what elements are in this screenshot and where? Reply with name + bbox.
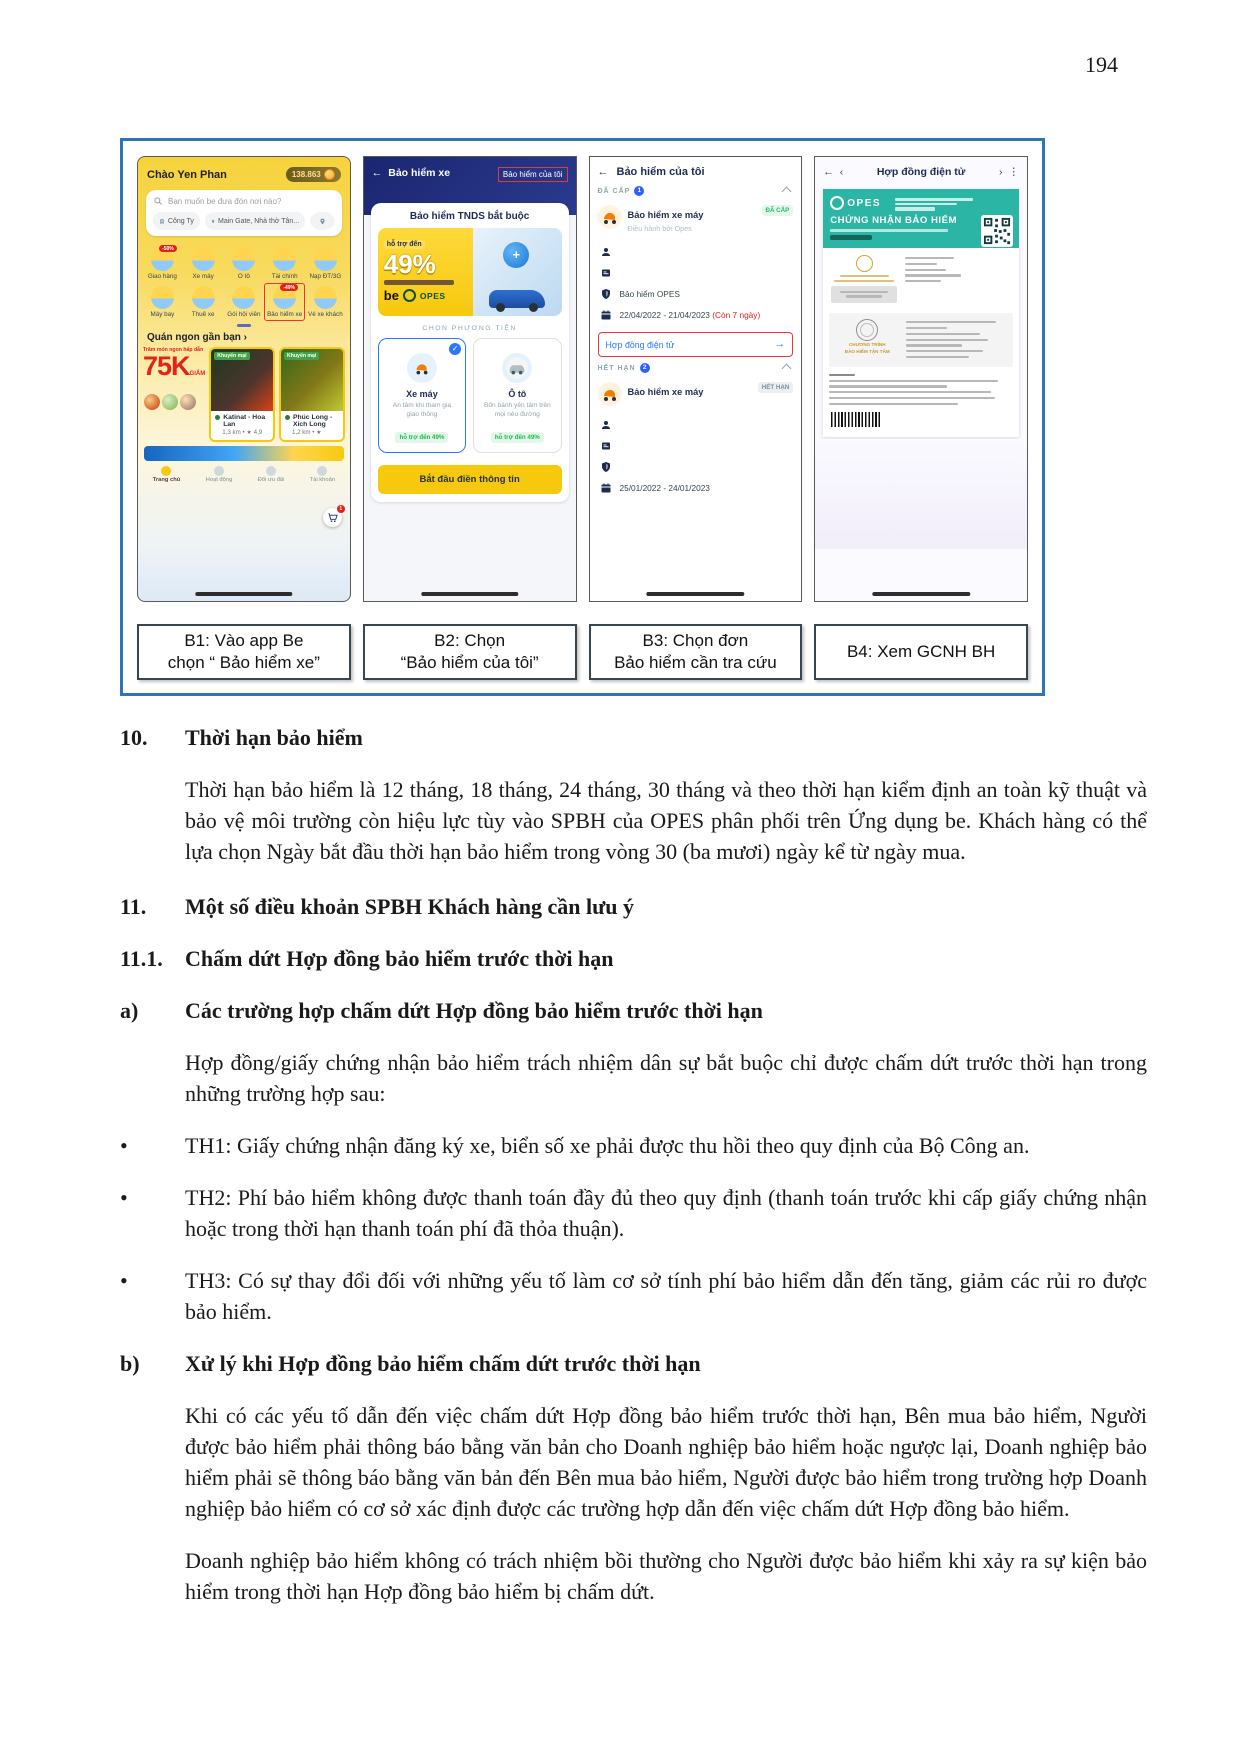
promo-value: 75K: [143, 351, 190, 381]
figure-column-b3: [589, 156, 803, 681]
gold-seal-icon: [856, 255, 873, 272]
restaurant-name: Katinat - Hoa Lan: [223, 414, 266, 428]
green-dot-icon: [215, 415, 220, 420]
promo-banner: [378, 228, 562, 316]
subsection-a-paragraph: Hợp đồng/giấy chứng nhận bảo hiểm trách nhiệm dân sự bắt buộc chỉ được chấm dứt trước thời hạn trong những trường hợp sau:: [185, 1050, 1147, 1106]
opes-ring-icon: [830, 196, 844, 210]
caption-line: B1: Vào app Be: [184, 630, 304, 650]
subsection-b-paragraph-1: Khi có các yếu tố dẫn đến việc chấm dứt Hợp đồng bảo hiểm trước thời hạn, Bên mua bảo hiểm, Người được bảo hiểm phải thông báo bằng văn bản cho Doanh nghiệp bảo hiểm hoặc ngược lại, Doanh nghiệp bảo hiểm phải sẽ thông báo bằng văn bản đến Bên mua bảo hiểm, Người được bảo hiểm trong trường hợp Doanh nghiệp bảo hiểm có cơ sở xác định được các trường hợp dẫn đến việc chấm dứt Hợp đồng bảo hiểm.: [185, 1403, 1147, 1521]
discount-badge: -50%: [159, 245, 177, 252]
restaurant-card-phuc-long[interactable]: [279, 347, 345, 442]
service-label: Nạp ĐT/3G: [309, 273, 342, 280]
bullet-th1: [120, 1130, 1147, 1161]
econtract-link[interactable]: Hợp đồng điện tử: [605, 339, 675, 350]
caption-b3: [589, 624, 803, 680]
be-logo: be: [383, 288, 399, 304]
cart-icon: [327, 512, 338, 523]
bike-icon: [192, 248, 215, 271]
service-label: Tài chính: [271, 273, 298, 280]
subsection-title: Các trường hợp chấm dứt Hợp đồng bảo hiểm trước thời hạn: [185, 998, 763, 1023]
note-placeholder: [829, 391, 991, 393]
next-icon[interactable]: ›: [999, 166, 1003, 178]
back-arrow-icon[interactable]: ←: [371, 167, 383, 179]
promo-banner-strip[interactable]: [144, 446, 344, 461]
nav-label: Tài khoản: [309, 477, 336, 483]
section-issued[interactable]: [598, 186, 794, 196]
subsection-letter: b): [120, 1351, 140, 1376]
shield-icon: [600, 461, 612, 473]
caption-line: B4: Xem GCNH BH: [846, 641, 996, 661]
service-thue-xe[interactable]: [183, 283, 224, 321]
service-label: Gói hội viên: [227, 311, 261, 318]
support-badge: hỗ trợ đến 49%: [491, 432, 544, 443]
caption-line: B3: Chọn đơn: [642, 630, 749, 650]
nav-label: Trang chủ: [152, 477, 181, 483]
clause-placeholder: [906, 350, 982, 352]
service-ve-xe-khach[interactable]: [305, 283, 346, 321]
program-line: CHƯƠNG TRÌNH: [848, 341, 886, 347]
home-indicator: [421, 592, 518, 596]
restaurant-photo: [281, 349, 343, 411]
points-badge[interactable]: [286, 167, 341, 182]
app-guide-figure: [120, 138, 1045, 696]
person-icon: [600, 419, 612, 431]
insurance-item-issued[interactable]: [598, 200, 794, 238]
certificate-number-placeholder: [830, 235, 872, 240]
vehicle-card-motorbike[interactable]: [378, 338, 466, 453]
calendar-icon: [600, 482, 612, 494]
car-icon: [232, 248, 255, 271]
membership-icon: [232, 286, 255, 309]
greeting-text: Chào Yen Phan: [147, 168, 227, 181]
gold-text-placeholder: [834, 280, 893, 282]
restaurant-card-katinat[interactable]: [209, 347, 275, 442]
bullet-th3: [120, 1265, 1147, 1327]
barcode: [831, 412, 881, 427]
rewards-icon: [266, 466, 276, 476]
vehicle-name: Ô tô: [508, 389, 527, 399]
page-number: 194: [1085, 52, 1118, 77]
shield-icon: [600, 288, 612, 300]
chip-location-label: Main Gate, Nhà thờ Tân...: [218, 217, 300, 225]
vehicle-desc: Bốn bánh yên tâm trên mọi nẻo đường: [483, 402, 551, 418]
field-placeholder: [905, 269, 946, 271]
subsection-letter: a): [120, 998, 139, 1023]
screen-title: Hợp đồng điện tử: [876, 166, 966, 178]
vehicle-desc: An tâm khi tham gia giao thông: [392, 402, 452, 418]
bullet-text: TH3: Có sự thay đổi đối với những yếu tố làm cơ sở tính phí bảo hiểm dẫn đến tăng, giảm các rủi ro được bảo hiểm.: [185, 1268, 1147, 1324]
vehicle-name: Xe máy: [406, 389, 438, 399]
scooter-icon: [598, 382, 622, 406]
caption-line: B2: Chọn: [434, 630, 506, 650]
support-label: hỗ trợ đến: [384, 240, 425, 249]
note-placeholder: [829, 380, 998, 382]
support-percent: 49%: [383, 249, 436, 279]
insurance-certificate: [823, 189, 1019, 437]
program-line: BẢO HIỂM TẬN TÂM: [844, 348, 890, 354]
bullet-icon: •: [120, 1268, 128, 1293]
vehicle-card-car[interactable]: [473, 338, 561, 453]
promo-75k[interactable]: [143, 347, 205, 442]
note-placeholder: [829, 403, 958, 405]
section-label: ĐÃ CẤP: [597, 187, 631, 195]
scroll-area[interactable]: [815, 439, 1027, 549]
home-indicator: [872, 592, 969, 596]
bullet-icon: •: [120, 1133, 128, 1158]
phone-screenshot-econtract: [814, 156, 1028, 602]
clause-placeholder: [906, 344, 962, 346]
contact-line-placeholder: [895, 203, 957, 206]
bus-ticket-icon: [314, 286, 337, 309]
caption-line: chọn “ Bảo hiểm xe”: [167, 653, 320, 672]
status-badge-expired: HẾT HẠN: [758, 382, 794, 393]
note-placeholder: [829, 397, 994, 399]
service-label: Máy bay: [150, 311, 175, 318]
plane-icon: [151, 286, 174, 309]
chip-company-label: Công Ty: [167, 217, 194, 225]
service-label: Giao hàng: [147, 273, 177, 280]
nav-activity[interactable]: [206, 466, 233, 483]
bullet-text: TH2: Phí bảo hiểm không được thanh toán đầy đủ theo quy định (thanh toán trước khi cấp giấy chứng nhận hoặc trong thời hạn thanh toán phí đã thỏa thuận).: [185, 1185, 1147, 1241]
provider-name: Bảo hiểm OPES: [619, 289, 680, 299]
green-dot-icon: [285, 415, 290, 420]
back-arrow-icon[interactable]: ←: [823, 166, 834, 178]
chip-pin-button[interactable]: [310, 212, 335, 230]
phone-screenshot-insurance-buy: [363, 156, 577, 602]
bullet-text: TH1: Giấy chứng nhận đăng ký xe, biển số xe phải được thu hồi theo quy định của Bộ Công an.: [185, 1133, 1030, 1158]
rental-icon: [192, 286, 215, 309]
section-10-heading: [120, 722, 1147, 753]
scooter-icon: [411, 357, 433, 379]
section-number: 11.: [120, 894, 147, 919]
location-pin-icon: [211, 218, 215, 225]
field-placeholder: [905, 280, 941, 282]
gray-text-placeholder: [846, 295, 882, 297]
promo-tag-label: Khuyến mại: [214, 352, 249, 360]
certificate-title: CHỨNG NHẬN BẢO HIỂM: [830, 215, 957, 226]
opes-logo: OPES: [847, 197, 882, 209]
scooter-icon: [598, 205, 622, 229]
search-bar[interactable]: [146, 190, 342, 236]
section-count-badge: 2: [640, 363, 650, 373]
clause-placeholder: [906, 333, 979, 335]
gray-text-placeholder: [840, 291, 888, 293]
coin-icon: [324, 169, 335, 180]
insurance-name: Bảo hiểm xe máy: [627, 387, 704, 397]
econtract-row-highlighted[interactable]: [598, 332, 794, 357]
validity-dates: 25/01/2022 - 24/01/2023: [619, 483, 710, 493]
home-indicator: [195, 592, 292, 596]
field-placeholder: [905, 274, 961, 276]
car-illustration: [489, 290, 545, 308]
subsection-b-heading: [120, 1348, 1147, 1379]
food-section-heading[interactable]: Quán ngon gần bạn ›: [147, 332, 247, 343]
phone-screenshot-my-insurance: [589, 156, 803, 602]
phone-screenshot-be-home: [137, 156, 351, 602]
gold-text-placeholder: [840, 275, 889, 277]
service-label: Bảo hiểm xe: [267, 311, 303, 318]
cart-button[interactable]: [323, 508, 342, 527]
restaurant-name: Phúc Long - Xích Long: [292, 414, 333, 428]
screen-title: Bảo hiểm xe: [388, 167, 451, 179]
discount-badge: -49%: [280, 284, 298, 291]
search-placeholder: Bạn muốn be đưa đón nơi nào?: [168, 196, 282, 206]
figure-column-b4: [814, 156, 1028, 681]
caption-b2: [363, 624, 577, 680]
document-icon: [600, 267, 612, 279]
support-badge: hỗ trợ đến 49%: [395, 432, 448, 443]
points-value: 138.863: [291, 170, 321, 179]
cart-count-badge: 1: [337, 505, 345, 513]
document-icon: [600, 440, 612, 452]
program-seal-icon: [856, 319, 878, 341]
nav-label: Hoạt động: [205, 477, 233, 483]
banner-illustration: [473, 228, 561, 316]
certificate-subtitle-placeholder: [830, 229, 948, 232]
service-label: Thuê xe: [191, 311, 215, 318]
restaurant-meta: 1,3 km • ★ 4,9: [222, 429, 263, 436]
section-title: Một số điều khoản SPBH Khách hàng cần lưu ý: [185, 894, 635, 919]
contact-line-placeholder: [895, 198, 973, 201]
caption-b4: [814, 624, 1028, 680]
account-icon: [317, 466, 327, 476]
insurance-operator: Điều hành bởi Opes: [627, 224, 692, 233]
insurance-name: Bảo hiểm xe máy: [627, 210, 704, 220]
nav-label: Đổi ưu đãi: [257, 477, 285, 483]
opes-ring-icon: [403, 289, 416, 302]
topup-icon: [314, 248, 337, 271]
hotline-placeholder: [895, 207, 935, 211]
calendar-icon: [600, 309, 612, 321]
section-11-heading: [120, 891, 1147, 922]
subsection-b-paragraph-2: Doanh nghiệp bảo hiểm không có trách nhiệm bồi thường cho Người được bảo hiểm khi xảy ra sự kiện bảo hiểm trong thời hạn Hợp đồng bảo hiểm bị chấm dứt.: [185, 1548, 1147, 1604]
promo-tag: GIẢM: [189, 371, 206, 377]
shield-plus-icon: +: [503, 242, 529, 268]
restaurant-photo: [211, 349, 273, 411]
section-label: HẾT HẠN: [597, 364, 636, 372]
screen-title: Bảo hiểm của tôi: [616, 166, 705, 178]
service-bao-hiem-xe-highlighted[interactable]: [264, 283, 305, 321]
service-label: Ô tô: [237, 273, 250, 280]
chevron-up-icon[interactable]: [782, 363, 792, 373]
clause-placeholder: [906, 321, 996, 323]
service-giao-hang[interactable]: [142, 245, 183, 283]
bullet-icon: •: [120, 1185, 128, 1210]
promo-caption: Trăm món ngon hấp dẫn: [143, 347, 204, 353]
car-icon: [506, 357, 528, 379]
chip-location[interactable]: [205, 212, 305, 230]
nav-home[interactable]: [153, 466, 181, 483]
days-remaining: (Còn 7 ngày): [712, 310, 761, 320]
figure-column-b2: [363, 156, 577, 681]
service-tai-chinh[interactable]: [264, 245, 305, 283]
service-may-bay[interactable]: [142, 283, 183, 321]
arrow-right-icon: →: [774, 338, 786, 350]
section-10-paragraph: Thời hạn bảo hiểm là 12 tháng, 18 tháng, 24 tháng, 30 tháng và theo thời hạn kiểm định an toàn kỹ thuật và bảo vệ môi trường còn hiệu lực tùy vào SPBH của OPES phân phối trên Ứng dụng be. Khách hàng có thể lựa chọn Ngày bắt đầu thời hạn bảo hiểm trong vòng 30 (ba mươi) ngày kể từ ngày mua.: [185, 777, 1147, 864]
chip-company[interactable]: [153, 212, 200, 230]
card-title: Bảo hiểm TNDS bắt buộc: [409, 211, 530, 222]
document-body: [120, 722, 1147, 1628]
page-indicator: [237, 324, 251, 327]
note-heading-placeholder: [829, 374, 855, 376]
bullet-th2: [120, 1182, 1147, 1244]
service-label: Vé xe khách: [308, 311, 343, 318]
choose-vehicle-label: CHỌN PHƯƠNG TIỆN: [422, 325, 517, 332]
search-icon: [153, 196, 163, 206]
location-pin-icon: [319, 218, 326, 225]
caption-line: Bảo hiểm cần tra cứu: [614, 653, 777, 672]
start-filling-button[interactable]: Bắt đầu điền thông tin: [378, 465, 562, 494]
food-image: [162, 394, 178, 410]
service-o-to[interactable]: [224, 245, 265, 283]
service-goi-hoi-vien[interactable]: [224, 283, 265, 321]
clause-placeholder: [906, 356, 969, 358]
my-insurance-link-highlighted[interactable]: Bảo hiểm của tôi: [498, 167, 568, 182]
services-grid: [138, 240, 350, 321]
validity-dates: 22/04/2022 - 21/04/2023: [619, 310, 710, 320]
qr-code: [981, 215, 1013, 247]
section-number: 11.1.: [120, 946, 163, 971]
service-label: Xe máy: [192, 273, 214, 280]
clause-placeholder: [906, 339, 987, 341]
section-number: 10.: [120, 725, 148, 750]
figure-column-b1: [137, 156, 351, 681]
food-image: [180, 394, 196, 410]
food-promo-row: [138, 345, 350, 444]
caption-b1: [137, 624, 351, 680]
note-placeholder: [829, 385, 947, 387]
section-title: Chấm dứt Hợp đồng bảo hiểm trước thời hạn: [185, 946, 614, 971]
home-indicator: [647, 592, 744, 596]
section-count-badge: 1: [634, 186, 644, 196]
back-arrow-icon[interactable]: ←: [597, 166, 609, 178]
check-icon: ✓: [449, 343, 461, 355]
service-nap-dt[interactable]: [305, 245, 346, 283]
status-badge-issued: ĐÃ CẤP: [762, 205, 794, 216]
insurance-item-expired[interactable]: [598, 377, 794, 411]
field-placeholder: [905, 263, 937, 265]
chevron-up-icon[interactable]: [782, 186, 792, 196]
restaurant-meta: 1,2 km • ★: [291, 429, 322, 436]
activity-icon: [214, 466, 224, 476]
subsection-a-heading: [120, 995, 1147, 1026]
building-icon: [159, 218, 165, 225]
field-placeholder: [905, 257, 954, 259]
person-icon: [600, 246, 612, 258]
nav-rewards[interactable]: [258, 466, 285, 483]
opes-logo: OPES: [419, 290, 446, 301]
promo-tag-label: Khuyến mại: [284, 352, 319, 360]
nav-account[interactable]: [310, 466, 335, 483]
finance-icon: [273, 248, 296, 271]
bottom-navigation: [138, 463, 350, 491]
section-title: Thời hạn bảo hiểm: [185, 725, 363, 750]
section-expired[interactable]: [598, 363, 794, 373]
banner-placeholder-bar: [384, 280, 454, 285]
prev-icon[interactable]: ‹: [839, 166, 844, 178]
home-icon: [161, 466, 171, 476]
menu-dots-icon[interactable]: ⋮: [1008, 166, 1019, 178]
caption-line: “Bảo hiểm của tôi”: [400, 653, 539, 672]
section-11-1-heading: [120, 943, 1147, 974]
insurance-card: [371, 203, 569, 502]
food-image: [144, 394, 160, 410]
clause-placeholder: [906, 327, 947, 329]
service-xe-may[interactable]: [183, 245, 224, 283]
subsection-title: Xử lý khi Hợp đồng bảo hiểm chấm dứt trước thời hạn: [185, 1351, 701, 1376]
